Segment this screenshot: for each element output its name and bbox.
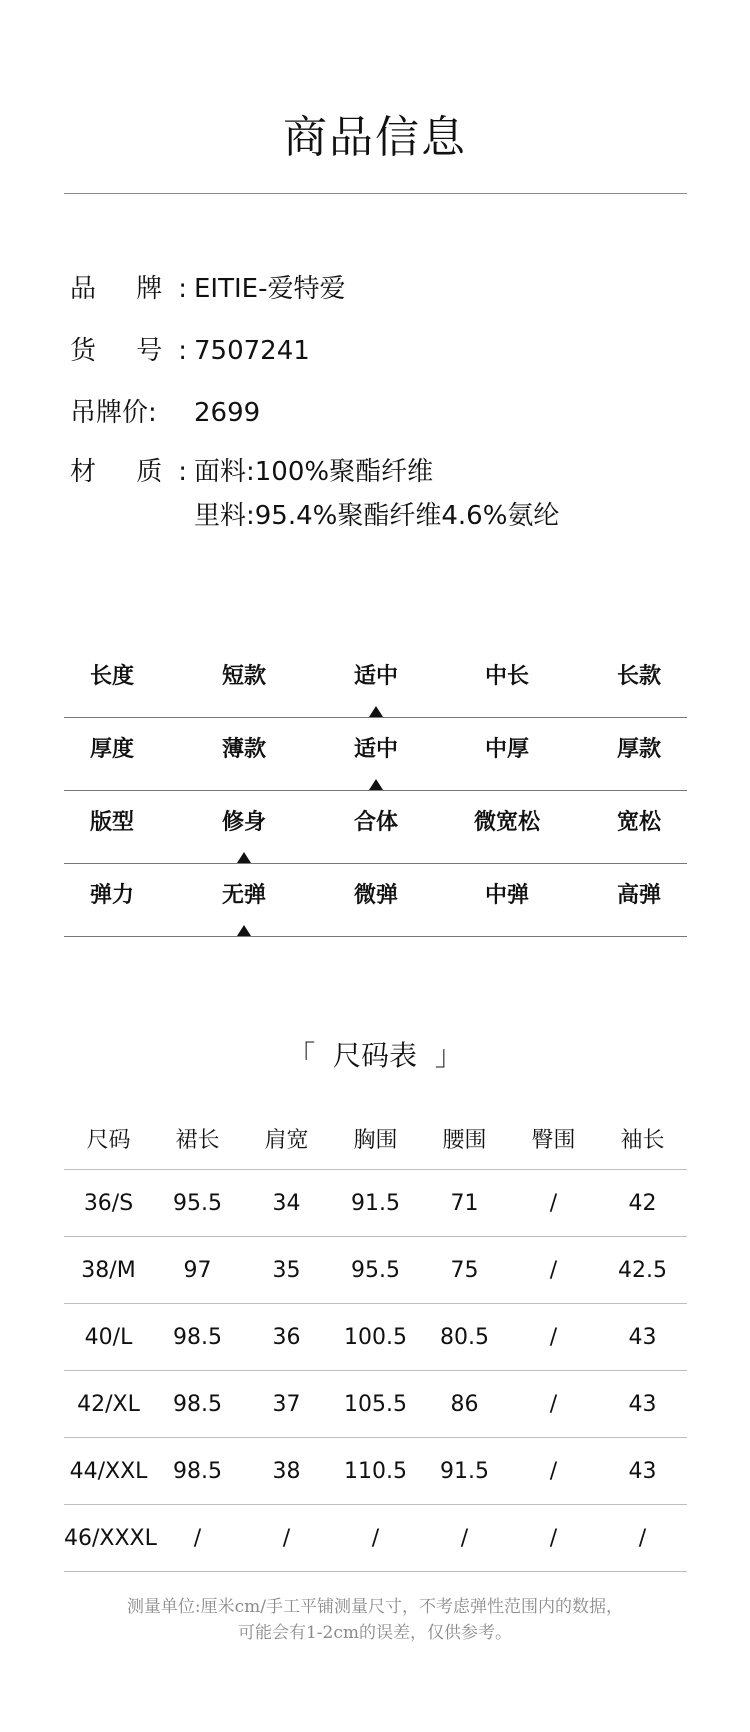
- table-cell: 36: [242, 1304, 331, 1371]
- attribute-option: 长款: [616, 664, 661, 689]
- material-lining: 里料:95.4%聚酯纤维4.6%氨纶: [194, 501, 560, 531]
- table-cell: /: [242, 1505, 331, 1572]
- column-header: 肩宽: [242, 1107, 331, 1170]
- attribute-option: 微宽松: [473, 810, 540, 835]
- table-row: [64, 1505, 687, 1572]
- table-cell: 97: [153, 1237, 242, 1304]
- table-cell: 43: [598, 1304, 687, 1371]
- brand-value: EITIE-爱特爱: [194, 274, 346, 304]
- attribute-divider: [64, 936, 687, 937]
- attribute-row: [64, 718, 687, 791]
- price-value: 2699: [194, 398, 261, 428]
- table-cell: /: [420, 1505, 509, 1572]
- table-cell: 95.5: [153, 1170, 242, 1237]
- table-cell: 42.5: [598, 1237, 687, 1304]
- measurement-note-line-2: 可能会有1-2cm的误差，仅供参考。: [237, 1623, 513, 1643]
- selected-marker-icon: [369, 779, 383, 790]
- table-cell: /: [598, 1505, 687, 1572]
- table-cell: 42/XL: [64, 1371, 153, 1438]
- table-cell: 38: [242, 1438, 331, 1505]
- table-cell: 75: [420, 1237, 509, 1304]
- table-cell: 42: [598, 1170, 687, 1237]
- size-table-body: [64, 1170, 687, 1572]
- table-cell: 40/L: [64, 1304, 153, 1371]
- column-header: 裙长: [153, 1107, 242, 1170]
- table-cell: /: [509, 1170, 598, 1237]
- table-cell: 44/XXL: [64, 1438, 153, 1505]
- attribute-option: 短款: [221, 664, 266, 689]
- attribute-name: 长度: [89, 664, 134, 689]
- table-row: [64, 1304, 687, 1371]
- table-cell: 71: [420, 1170, 509, 1237]
- table-cell: 36/S: [64, 1170, 153, 1237]
- material-fabric: 面料:100%聚酯纤维: [194, 457, 434, 487]
- attribute-option: 厚款: [616, 737, 661, 762]
- table-cell: 98.5: [153, 1304, 242, 1371]
- attribute-option: 中长: [484, 664, 529, 689]
- table-cell: /: [509, 1304, 598, 1371]
- table-cell: 43: [598, 1371, 687, 1438]
- table-row: [64, 1371, 687, 1438]
- table-cell: 38/M: [64, 1237, 153, 1304]
- column-header: 臀围: [509, 1107, 598, 1170]
- measurement-note-line-1: 测量单位:厘米cm/手工平铺测量尺寸，不考虑弹性范围内的数据，: [126, 1597, 624, 1617]
- price-label: 吊牌价:: [70, 398, 157, 428]
- table-cell: /: [331, 1505, 420, 1572]
- attribute-row: [64, 645, 687, 718]
- attribute-option: 中厚: [484, 737, 529, 762]
- table-cell: 110.5: [331, 1438, 420, 1505]
- table-cell: 43: [598, 1438, 687, 1505]
- table-cell: 98.5: [153, 1438, 242, 1505]
- attribute-option: 宽松: [616, 810, 661, 835]
- table-cell: /: [509, 1505, 598, 1572]
- attribute-option: 无弹: [221, 883, 266, 908]
- material-label: 材 质:: [70, 457, 204, 487]
- column-header: 胸围: [331, 1107, 420, 1170]
- attribute-row: [64, 864, 687, 937]
- attribute-option: 适中: [353, 664, 398, 689]
- table-row: [64, 1438, 687, 1505]
- table-cell: 46/XXXL: [64, 1505, 153, 1572]
- table-row: [64, 1170, 687, 1237]
- brand-label: 品 牌:: [70, 274, 204, 304]
- attribute-name: 厚度: [89, 737, 134, 762]
- column-header: 腰围: [420, 1107, 509, 1170]
- table-cell: 86: [420, 1371, 509, 1438]
- table-cell: 100.5: [331, 1304, 420, 1371]
- attribute-option: 适中: [353, 737, 398, 762]
- attribute-option: 修身: [221, 810, 266, 835]
- table-cell: 37: [242, 1371, 331, 1438]
- page-title: 商品信息: [283, 112, 467, 163]
- column-header: 袖长: [598, 1107, 687, 1170]
- table-cell: 91.5: [331, 1170, 420, 1237]
- attribute-option: 中弹: [484, 883, 529, 908]
- size-table: [64, 1107, 687, 1572]
- size-table-header: [64, 1107, 687, 1170]
- table-cell: 35: [242, 1237, 331, 1304]
- table-cell: 80.5: [420, 1304, 509, 1371]
- measurement-note: [0, 1594, 750, 1646]
- attribute-option: 高弹: [616, 883, 661, 908]
- attribute-option: 合体: [353, 810, 398, 835]
- attribute-row: [64, 791, 687, 864]
- table-cell: /: [509, 1438, 598, 1505]
- table-cell: /: [509, 1237, 598, 1304]
- title-divider: [64, 193, 687, 194]
- table-cell: 34: [242, 1170, 331, 1237]
- table-cell: 98.5: [153, 1371, 242, 1438]
- table-row: [64, 1237, 687, 1304]
- sku-value: 7507241: [194, 336, 310, 366]
- selected-marker-icon: [369, 706, 383, 717]
- column-header: 尺码: [64, 1107, 153, 1170]
- table-cell: /: [509, 1371, 598, 1438]
- attribute-option: 薄款: [221, 737, 266, 762]
- sku-label: 货 号:: [70, 336, 204, 366]
- attribute-option: 微弹: [353, 883, 398, 908]
- size-table-title: 「 尺码表 」: [287, 1039, 463, 1072]
- table-cell: 105.5: [331, 1371, 420, 1438]
- attribute-name: 版型: [89, 810, 134, 835]
- table-cell: /: [153, 1505, 242, 1572]
- selected-marker-icon: [237, 925, 251, 936]
- attribute-name: 弹力: [89, 883, 134, 908]
- table-cell: 95.5: [331, 1237, 420, 1304]
- selected-marker-icon: [237, 852, 251, 863]
- table-cell: 91.5: [420, 1438, 509, 1505]
